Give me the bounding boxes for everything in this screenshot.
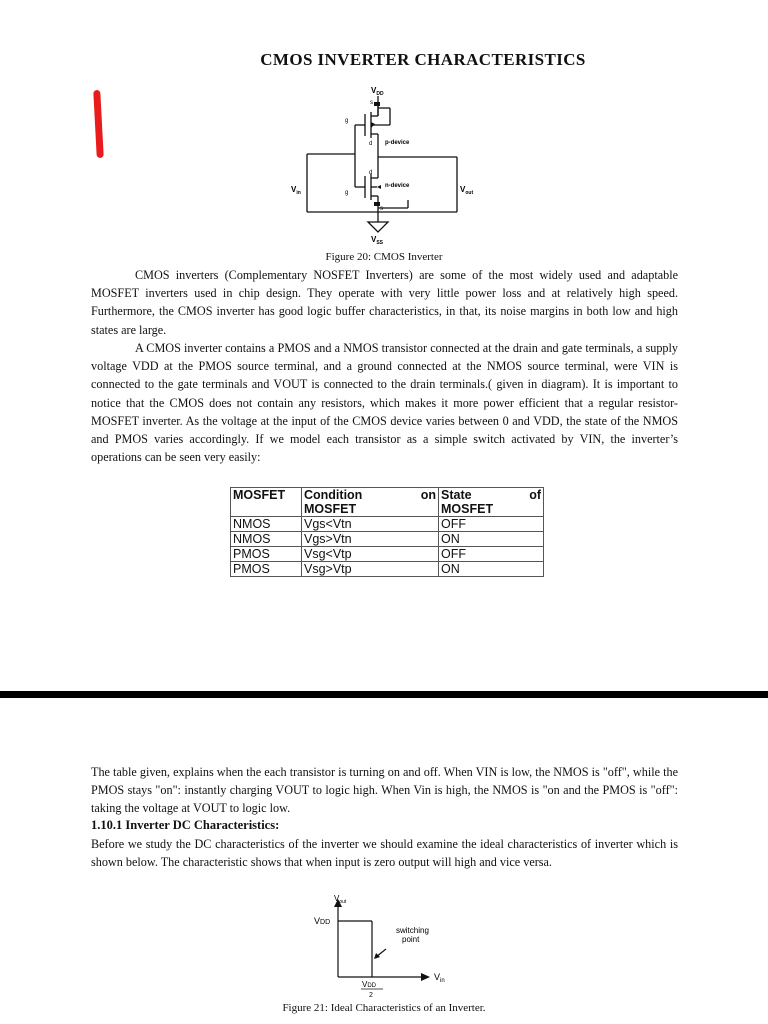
nmos-gate-label: g (345, 190, 349, 196)
plot-half-vdd-numerator: VDD (362, 980, 377, 989)
plot-vin-label: $V_{in}$ (434, 972, 445, 984)
mosfet-state-table (230, 487, 544, 577)
nmos-drain-label: d (369, 170, 373, 176)
cell-state: OFF (439, 547, 544, 562)
figure-21-caption: Figure 21: Ideal Characteristics of an Inverter. (282, 1002, 486, 1014)
paragraph-structure: A CMOS inverter contains a PMOS and a NMOS transistor connected at the drain and gate terminals, a supply voltage VDD at the PMOS source terminal, and a ground connected at the NMOS source terminal, were VIN is connected to the gate terminals and VOUT is connected to the drain terminals.( given in diagram). It is important to notice that the CMOS does not contain any resistors, which makes it more power efficient that a regular resistor-MOSFET inverter. As the voltage at the input of the CMOS device varies between 0 and VDD, the state of the NMOS and PMOS varies accordingly. If we model each transistor as a simple switch activated by VIN, the inverter’s operations can be seen very easily: (91, 341, 678, 465)
cell-mosfet: NMOS (231, 517, 302, 532)
plot-half-vdd-denominator: 2 (369, 992, 373, 999)
n-device-label: n-device (385, 183, 410, 189)
plot-vout-label: $V_{out}$ (334, 894, 347, 905)
paragraph-intro: CMOS inverters (Complementary NOSFET Inverters) are some of the most widely used and adaptable MOSFET inverters used in chip design. They operate with very little power loss and at relatively high speed. Furthermore, the CMOS inverter has good logic buffer characteristics, in that, its noise margins in both low and high states are large. (91, 268, 678, 337)
pmos-gate-label: g (345, 118, 349, 124)
table-row (231, 562, 544, 577)
cell-condition: Vgs>Vtn (302, 532, 439, 547)
pmos-source-label: s (370, 100, 373, 106)
cell-state: OFF (439, 517, 544, 532)
paragraph-dc-intro: Before we study the DC characteristics of the inverter we should examine the ideal characteristics of inverter which is shown below. The characteristic shows that when input is zero output will high and vice versa. (91, 837, 678, 870)
section-heading: 1.10.1 Inverter DC Characteristics: (91, 818, 280, 832)
header-state: State of MOSFET (439, 488, 544, 517)
ideal-inverter-characteristic-plot (300, 893, 470, 1000)
vss-label: $V_{SS}$ (371, 235, 384, 246)
cell-condition: Vsg<Vtp (302, 547, 439, 562)
cmos-inverter-diagram (285, 82, 500, 247)
red-annotation-mark (93, 90, 104, 158)
figure-20-caption: Figure 20: CMOS Inverter (325, 251, 443, 263)
table-row (231, 532, 544, 547)
vdd-label: $V_{DD}$ (371, 86, 384, 97)
nmos-source-label: s (380, 206, 383, 212)
header-condition: Condition on MOSFET (302, 488, 439, 517)
cell-mosfet: PMOS (231, 547, 302, 562)
table-row (231, 517, 544, 532)
header-mosfet: MOSFET (231, 488, 302, 517)
vin-label: $V_{in}$ (291, 185, 301, 196)
pmos-drain-label: d (369, 141, 373, 147)
cell-condition: Vsg>Vtp (302, 562, 439, 577)
cell-mosfet: NMOS (231, 532, 302, 547)
cell-mosfet: PMOS (231, 562, 302, 577)
paragraph-table-explanation: The table given, explains when the each transistor is turning on and off. When VIN is low, the NMOS is "off", while the PMOS stays "on": instantly charging VOUT to logic high. When Vin is high, the NMOS is "on and the PMOS is "off": taking the voltage at VOUT to logic low. (91, 765, 678, 816)
cell-state: ON (439, 532, 544, 547)
p-device-label: p-device (385, 140, 410, 146)
page-title: CMOS INVERTER CHARACTERISTICS (260, 50, 586, 69)
vout-label: $V_{out}$ (460, 185, 474, 196)
switching-label: switching (396, 926, 429, 935)
page-divider (0, 691, 768, 698)
cell-state: ON (439, 562, 544, 577)
switching-point-label: point (402, 935, 420, 944)
cell-condition: Vgs<Vtn (302, 517, 439, 532)
table-header-row (231, 488, 544, 517)
table-row (231, 547, 544, 562)
plot-vdd-label: VDD (314, 916, 331, 926)
